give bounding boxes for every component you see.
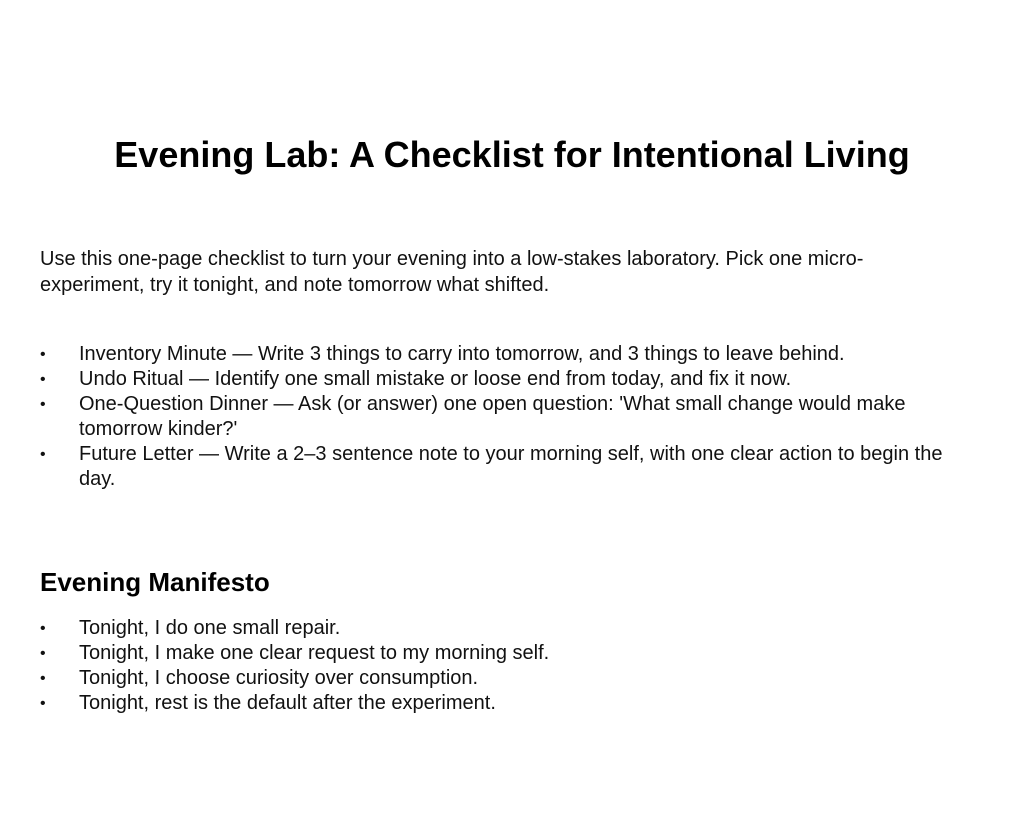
list-item [40, 616, 980, 641]
list-item [40, 666, 980, 691]
list-item [40, 342, 980, 367]
bullet-icon: • [40, 446, 46, 463]
experiment-checklist [40, 342, 980, 492]
list-item-text: Tonight, I do one small repair. [79, 617, 341, 639]
list-item-text: Tonight, I make one clear request to my morning self. [79, 642, 550, 664]
list-item [40, 442, 980, 492]
list-item-text: Future Letter — Write a 2–3 sentence note to your morning self, with one clear action to begin the day. [79, 443, 943, 490]
bullet-icon: • [40, 645, 46, 662]
manifesto-heading: Evening Manifesto [40, 567, 270, 597]
bullet-icon: • [40, 670, 46, 687]
list-item [40, 641, 980, 666]
intro-paragraph: Use this one-page checklist to turn your evening into a low-stakes laboratory. Pick one micro-experiment, try it tonight, and note tomorrow what shifted. [40, 248, 864, 296]
bullet-icon: • [40, 620, 46, 637]
list-item [40, 392, 980, 442]
list-item [40, 691, 980, 716]
list-item-text: Tonight, I choose curiosity over consumption. [79, 667, 479, 689]
list-item-text: One-Question Dinner — Ask (or answer) one open question: 'What small change would make tomorrow kinder?' [79, 393, 906, 440]
bullet-icon: • [40, 371, 46, 388]
list-item-text: Tonight, rest is the default after the experiment. [79, 692, 496, 714]
list-item-text: Undo Ritual — Identify one small mistake or loose end from today, and fix it now. [79, 368, 792, 390]
list-item-text: Inventory Minute — Write 3 things to carry into tomorrow, and 3 things to leave behind. [79, 343, 845, 365]
bullet-icon: • [40, 346, 46, 363]
manifesto-list [40, 616, 980, 716]
page-title: Evening Lab: A Checklist for Intentional Living [114, 134, 910, 175]
bullet-icon: • [40, 396, 46, 413]
list-item [40, 367, 980, 392]
bullet-icon: • [40, 695, 46, 712]
